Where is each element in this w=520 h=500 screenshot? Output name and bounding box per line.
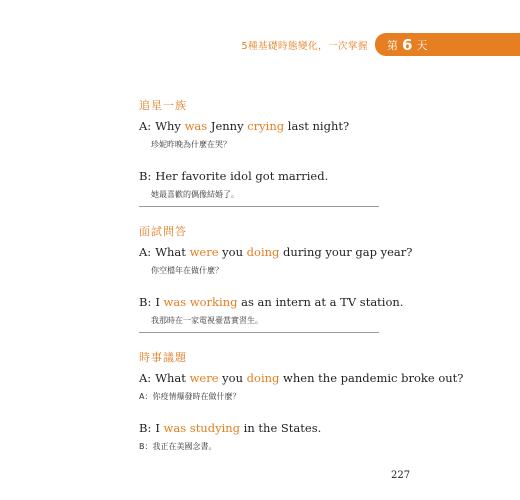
highlighted-verb: were <box>189 245 219 259</box>
dialogue-section-interview <box>139 223 413 326</box>
sentence-text: Her favorite idol got married. <box>155 169 329 183</box>
section-divider <box>139 332 379 333</box>
page-number: 227 <box>391 470 411 481</box>
day-prefix: 第 <box>387 38 398 52</box>
dialogue-section-fan <box>139 97 379 200</box>
speaker-label: B: <box>139 421 152 435</box>
section-title: 追星一族 <box>139 99 187 112</box>
chapter-title: 5種基礎時態變化，一次掌握 <box>241 41 368 52</box>
dialogue-line-english <box>139 371 464 385</box>
sentence-text: in the States. <box>240 421 322 435</box>
sentence-text: during your gap year? <box>279 245 413 259</box>
dialogue-line-chinese: 她最喜歡的偶像結婚了。 <box>151 190 239 199</box>
sentence-text: I <box>155 295 164 309</box>
sentence-text: as an intern at a TV station. <box>237 295 404 309</box>
dialogue-line-chinese: A：你疫情爆發時在做什麼？ <box>139 392 241 401</box>
speaker-label: A: <box>139 371 152 385</box>
highlighted-verb: was <box>184 119 208 133</box>
dialogue-line-english <box>139 245 413 259</box>
sentence-text: Why <box>155 119 185 133</box>
day-number: 6 <box>402 35 413 54</box>
highlighted-verb: doing <box>246 371 280 385</box>
speaker-label: A: <box>139 245 152 259</box>
section-divider <box>139 206 379 207</box>
highlighted-verb: crying <box>247 119 285 133</box>
sentence-text: What <box>155 245 190 259</box>
dialogue-line-english <box>139 421 379 435</box>
dialogue-line-english <box>139 119 379 133</box>
sentence-text: last night? <box>284 119 350 133</box>
speaker-label: B: <box>139 169 152 183</box>
day-tab <box>375 33 520 56</box>
dialogue-line-chinese: B：我正在美國念書。 <box>139 442 217 451</box>
sentence-text: Jenny <box>207 119 248 133</box>
dialogue-line-english <box>139 295 404 309</box>
sentence-text: What <box>155 371 190 385</box>
dialogue-line-english <box>139 169 379 183</box>
sentence-text: you <box>218 245 247 259</box>
dialogue-section-current-events <box>139 349 464 452</box>
sentence-text: when the pandemic broke out? <box>279 371 464 385</box>
speaker-label: B: <box>139 295 152 309</box>
day-suffix: 天 <box>416 38 428 52</box>
section-title: 面試問答 <box>139 225 187 238</box>
dialogue-line-chinese: 珍妮昨晚為什麼在哭？ <box>151 140 231 149</box>
dialogue-line-chinese: 你空檔年在做什麼？ <box>151 266 223 275</box>
dialogue-line-chinese: 我那時在一家電視臺當實習生。 <box>151 316 263 325</box>
highlighted-verb: was working <box>163 295 238 309</box>
section-title: 時事議題 <box>139 351 187 364</box>
sentence-text: I <box>155 421 164 435</box>
highlighted-verb: doing <box>246 245 280 259</box>
highlighted-verb: was studying <box>163 421 241 435</box>
speaker-label: A: <box>139 119 152 133</box>
sentence-text: you <box>218 371 247 385</box>
highlighted-verb: were <box>189 371 219 385</box>
